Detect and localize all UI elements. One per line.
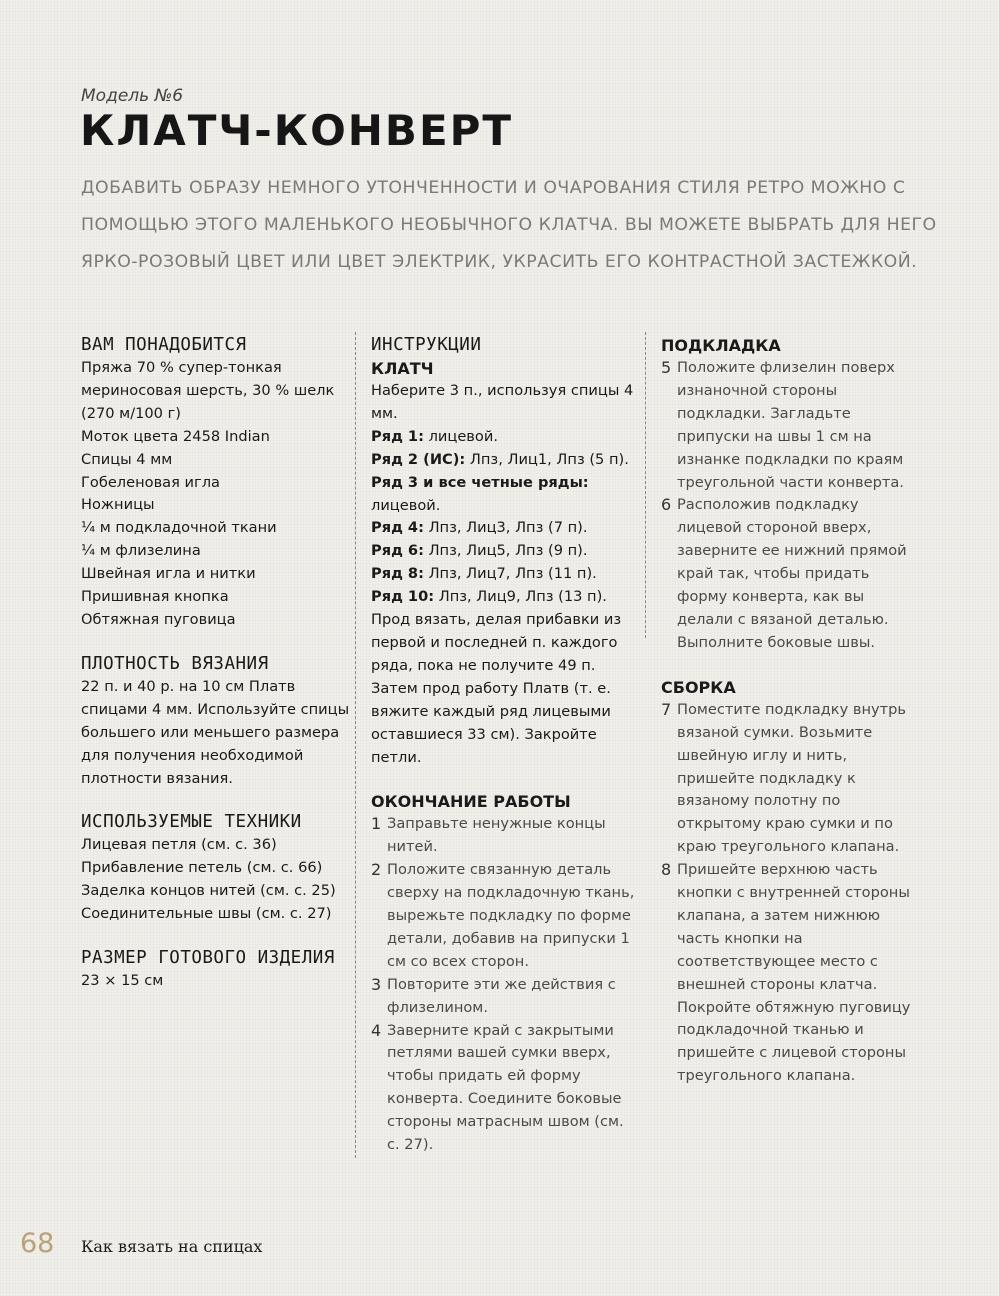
row-label: Ряд 6: <box>371 542 424 560</box>
gauge-section <box>81 653 351 791</box>
page-number: 68 <box>20 1228 55 1259</box>
materials-item: ¼ м флизелина <box>81 542 201 560</box>
row-text: лицевой. <box>371 496 441 514</box>
materials-item: Ножницы <box>81 496 155 514</box>
column-divider <box>355 332 356 1158</box>
techniques-section <box>81 811 351 926</box>
assembly-section <box>661 676 923 1088</box>
instructions-intro: Наберите 3 п., используя спицы 4 мм. <box>371 382 634 422</box>
row-label: Ряд 1: <box>371 427 424 445</box>
step-number: 8 <box>661 860 672 880</box>
row-text: Лпз, Лиц5, Лпз (9 п). <box>423 542 588 560</box>
step-number: 2 <box>371 860 382 880</box>
techniques-heading: ИСПОЛЬЗУЕМЫЕ ТЕХНИКИ <box>81 812 302 833</box>
instruction-row <box>371 517 639 540</box>
step-item <box>371 974 639 1020</box>
lining-section <box>661 334 923 655</box>
step-item <box>371 859 639 974</box>
step-number: 3 <box>371 974 382 994</box>
row-text: Лпз, Лиц1, Лпз (5 п). <box>465 450 629 468</box>
materials-heading: ВАМ ПОНАДОБИТСЯ <box>81 335 247 355</box>
intro-text: ДОБАВИТЬ ОБРАЗУ НЕМНОГО УТОНЧЕННОСТИ И ОЧАРОВАНИЯ СТИЛЯ РЕТРО МОЖНО С ПОМОЩЬЮ ЭТОГО МАЛЕНЬКОГО НЕОБЫЧНОГО КЛАТЧА. ВЫ МОЖЕТЕ ВЫБРАТЬ ДЛЯ НЕГО ЯРКО-РОЗОВЫЙ ЦВЕТ ИЛИ ЦВЕТ ЭЛЕКТРИК, УКРАСИТЬ ЕГО КОНТРАСТНОЙ ЗАСТЕЖКОЙ. <box>81 178 937 272</box>
step-text: Положите связанную деталь сверху на подкладочную ткань, вырежьте подкладку по форме детали, добавив на припуски 1 см со всех сторон. <box>387 861 635 970</box>
step-item <box>661 699 923 859</box>
lining-heading: ПОДКЛАДКА <box>661 336 781 355</box>
row-text: Лпз, Лиц9, Лпз (13 п). <box>434 588 607 606</box>
instruction-row <box>371 449 639 472</box>
assembly-heading: СБОРКА <box>661 677 736 697</box>
column-materials <box>81 334 351 1014</box>
step-text: Расположив подкладку лицевой стороной вверх, заверните ее нижний прямой край так, чтобы придать форму конверта, как вы делали с вязаной деталью. Выполните боковые швы. <box>677 496 907 651</box>
techniques-item: Заделка концов нитей (см. с. 25) <box>81 882 336 900</box>
step-text: Заверните край с закрытыми петлями вашей сумки вверх, чтобы придать ей форму конверта. Соедините боковые стороны матрасным швом (см. с. 27). <box>387 1021 624 1154</box>
row-label: Ряд 4: <box>371 519 424 537</box>
row-text: Лпз, Лиц7, Лпз (11 п). <box>423 565 597 583</box>
size-text: 23 × 15 см <box>81 972 164 990</box>
row-text: Лпз, Лиц3, Лпз (7 п). <box>423 519 588 537</box>
techniques-item: Лицевая петля (см. с. 36) <box>81 836 277 854</box>
instructions-heading: ИНСТРУКЦИИ <box>371 335 482 355</box>
page-title: КЛАТЧ-КОНВЕРТ <box>80 106 514 155</box>
step-item <box>371 813 639 859</box>
step-item <box>371 1020 639 1157</box>
materials-item: Спицы 4 мм <box>81 450 173 468</box>
row-label: Ряд 10: <box>371 588 435 606</box>
column-lining-assembly <box>661 334 923 1109</box>
row-label: Ряд 2 (ИС): <box>371 450 466 468</box>
column-instructions <box>371 334 639 1178</box>
gauge-text: 22 п. и 40 р. на 10 см Платв спицами 4 мм. Используйте спицы большего или меньшего размера для получения необходимой плотности вязания. <box>81 677 350 787</box>
step-number: 7 <box>661 699 672 719</box>
step-text: Заправьте ненужные концы нитей. <box>387 815 606 856</box>
techniques-item: Прибавление петель (см. с. 66) <box>81 859 323 877</box>
materials-item: ¼ м подкладочной ткани <box>81 519 277 537</box>
column-divider <box>645 332 646 638</box>
step-item <box>661 494 923 654</box>
techniques-item: Соединительные швы (см. с. 27) <box>81 905 332 923</box>
materials-item: Гобеленовая игла <box>81 473 220 491</box>
size-heading: РАЗМЕР ГОТОВОГО ИЗДЕЛИЯ <box>81 948 335 969</box>
step-text: Положите флизелин поверх изнаночной стороны подкладки. Загладьте припуски на швы 1 см на изнанке подкладки по краям треугольной части конверта. <box>677 359 904 491</box>
materials-item: Моток цвета 2458 Indian <box>81 427 270 445</box>
instruction-row <box>371 540 639 563</box>
step-text: Повторите эти же действия с флизелином. <box>387 975 616 1016</box>
footer-book-title: Как вязать на спицах <box>81 1237 263 1256</box>
techniques-list <box>81 834 351 926</box>
row-text: лицевой. <box>423 427 498 445</box>
instructions-section <box>371 334 639 769</box>
step-text: Поместите подкладку внутрь вязаной сумки. Возьмите швейную иглу и нить, пришейте подкладку к вязаному полотну по открытому краю сумки и по краю треугольного клапана. <box>677 700 906 856</box>
materials-section <box>81 334 351 632</box>
materials-item: Обтяжная пуговица <box>81 610 236 628</box>
materials-item: Пряжа 70 % супер-тонкая мериносовая шерсть, 30 % шелк (270 м/100 г) <box>81 359 335 422</box>
gauge-heading: ПЛОТНОСТЬ ВЯЗАНИЯ <box>81 653 269 674</box>
step-text: Пришейте верхнюю часть кнопки с внутренней стороны клапана, а затем нижнюю часть кнопки на соответствующее место с внешней стороны клатча. Покройте обтяжную пуговицу подкладочной тканью и пришейте с лицевой стороны треугольного клапана. <box>677 861 911 1085</box>
row-label: Ряд 8: <box>371 565 424 583</box>
instruction-row <box>371 472 639 518</box>
instruction-row <box>371 426 639 449</box>
materials-item: Швейная игла и нитки <box>81 565 256 583</box>
materials-list <box>81 357 351 632</box>
row-label: Ряд 3 и все четные ряды: <box>371 473 589 491</box>
instructions-outro: Прод вязать, делая прибавки из первой и последней п. каждого ряда, пока не получите 49 п. Затем прод работу Платв (т. е. вяжите каждый ряд лицевыми оставшиеся 33 см). Закройте петли. <box>371 611 622 766</box>
step-item <box>661 357 923 494</box>
clutch-subheading: КЛАТЧ <box>371 359 434 378</box>
step-number: 4 <box>371 1020 382 1040</box>
finishing-heading: ОКОНЧАНИЕ РАБОТЫ <box>371 792 571 812</box>
instruction-row <box>371 586 639 609</box>
instruction-row <box>371 563 639 586</box>
materials-item: Пришивная кнопка <box>81 588 229 606</box>
step-number: 1 <box>371 814 382 834</box>
finishing-section <box>371 790 639 1157</box>
step-number: 6 <box>661 495 672 515</box>
size-section <box>81 947 351 993</box>
step-number: 5 <box>661 358 672 377</box>
step-item <box>661 859 923 1088</box>
model-label: Модель №6 <box>81 86 184 106</box>
